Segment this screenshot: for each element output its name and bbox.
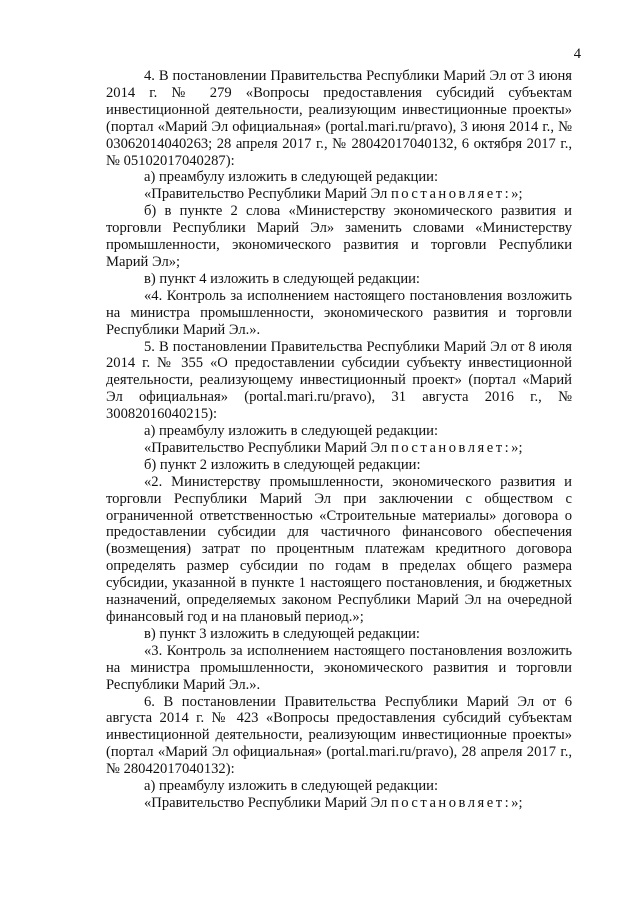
paragraph-preamble-text (106, 440, 572, 457)
paragraph-control-clause: «3. Контроль за исполнением настоящего постановления возложить на министра промышленности, экономического развития и торговли Республики Марий Эл.». (106, 642, 572, 693)
paragraph-preamble-text (106, 795, 572, 812)
preamble-prefix: «Правительство Республики Марий Эл (144, 439, 391, 456)
preamble-suffix: »; (511, 794, 523, 811)
preamble-suffix: »; (511, 439, 523, 456)
paragraph-item-5: 5. В постановлении Правительства Республики Марий Эл от 8 июля 2014 г. № 355 «О предоставлении субсидии субъекту инвестиционной деятельности, реализующему инвестиционный проект» (портал «Марий Эл официальная» (portal.mari.ru/pravo), 31 августа 2016 г., № 30082016040215): (106, 338, 572, 423)
paragraph-preamble-instruction: а) преамбулу изложить в следующей редакции: (144, 778, 439, 795)
paragraph-subitem-b: б) в пункте 2 слова «Министерству экономического развития и торговли Республики Марий Эл» заменить словами «Министерству промышленности, экономического развития и торговли Республики Марий Эл»; (106, 203, 572, 270)
paragraph-clause-2: «2. Министерству промышленности, экономического развития и торговли Республики Марий Эл при заключении с обществом с ограниченной ответственностью «Строительные материалы» договора о предоставлении субсидии для частичного финансового обеспечения (возмещения) затрат по процентным платежам кредитного договора определять размер субсидии по годам в пределах общего размера субсидии, указанной в пункте 1 настоящего постановления, и бюджетных назначений, определяемых законом Республики Марий Эл на очередной финансовый год и на плановый период.»; (106, 473, 572, 625)
paragraph-subitem-b: б) пункт 2 изложить в следующей редакции: (144, 456, 421, 473)
paragraph-preamble-instruction: а) преамбулу изложить в следующей редакции: (144, 169, 439, 186)
preamble-spaced-word: постановляет: (390, 186, 512, 203)
paragraph-preamble-instruction: а) преамбулу изложить в следующей редакции: (144, 423, 439, 440)
preamble-suffix: »; (511, 186, 523, 203)
preamble-spaced-word: постановляет: (390, 439, 512, 456)
preamble-prefix: «Правительство Республики Марий Эл (144, 794, 391, 811)
page-number: 4 (573, 46, 581, 62)
preamble-prefix: «Правительство Республики Марий Эл (144, 186, 391, 203)
paragraph-control-clause: «4. Контроль за исполнением настоящего постановления возложить на министра промышленности, экономического развития и торговли Республики Марий Эл.». (106, 287, 572, 338)
paragraph-item-6: 6. В постановлении Правительства Республики Марий Эл от 6 августа 2014 г. № 423 «Вопросы предоставления субсидий субъектам инвестиционной деятельности, реализующим инвестиционные проекты» (портал «Марий Эл официальная» (portal.mari.ru/pravo), 28 апреля 2017 г., № 28042017040132): (106, 693, 572, 778)
paragraph-item-4: 4. В постановлении Правительства Республики Марий Эл от 3 июня 2014 г. № 279 «Вопросы предоставления субсидий субъектам инвестиционной деятельности, реализующим инвестиционные проекты» (портал «Марий Эл официальная» (portal.mari.ru/pravo), 3 июня 2014 г., № 03062014040263; 28 апреля 2017 г., № 28042017040132, 6 октября 2017 г., № 05102017040287): (106, 68, 572, 169)
document-body (106, 68, 572, 812)
paragraph-preamble-text (106, 186, 572, 203)
preamble-spaced-word: постановляет: (390, 794, 512, 811)
paragraph-subitem-v: в) пункт 3 изложить в следующей редакции: (144, 625, 420, 642)
paragraph-subitem-v: в) пункт 4 изложить в следующей редакции: (144, 270, 420, 287)
